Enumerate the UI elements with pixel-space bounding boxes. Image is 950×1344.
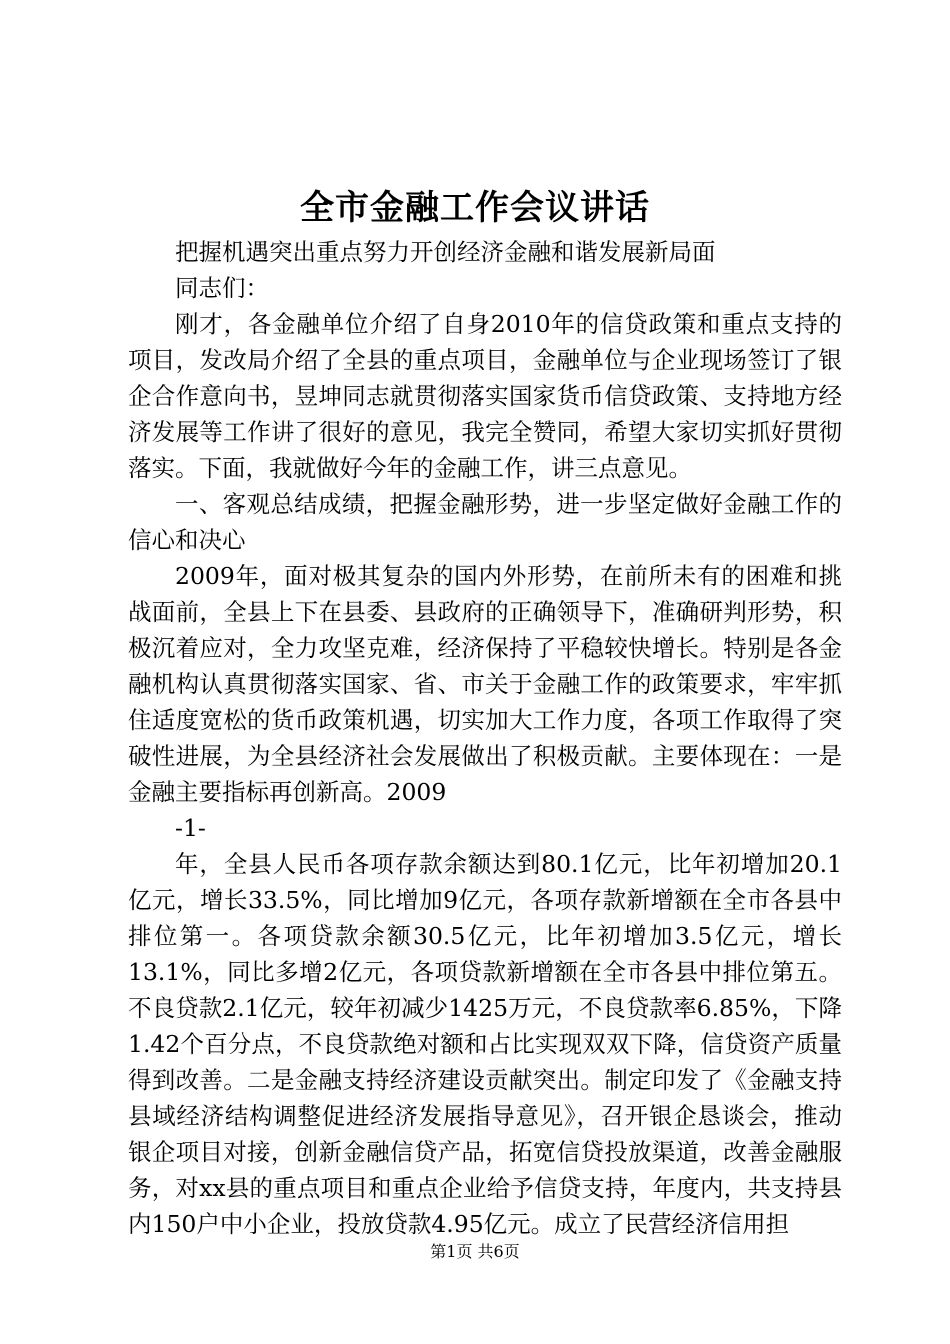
document-title: 全市金融工作会议讲话 xyxy=(300,188,650,228)
continuation-paragraph: 年，全县人民币各项存款余额达到80.1亿元，比年初增加20.1亿元，增长33.5%，同比增加9亿元，各项存款新增额在全市各县中排位第一。各项贷款余额30.5亿元，比年初增加3.5亿元，增长13.1%，同比多增2亿元，各项贷款新增额在全市各县中排位第五。不良贷款2.1亿元，较年初减少1425万元，不良贷款率6.85%，下降1.42个百分点，不良贷款绝对额和占比实现双双下降，信贷资产质量得到改善。二是金融支持经济建设贡献突出。制定印发了《金融支持县域经济结构调整促进经济发展指导意见》，召开银企恳谈会，推动银企项目对接，创新金融信贷产品，拓宽信贷投放渠道，改善金融服务，对xx县的重点项目和重点企业给予信贷支持，年度内，共支持县内150户中小企业，投放贷款4.95亿元。成立了民营经济信用担 xyxy=(128,850,842,1238)
body-paragraph: 刚才，各金融单位介绍了自身2010年的信贷政策和重点支持的项目，发改局介绍了全县的重点项目，金融单位与企业现场签订了银企合作意向书，昱坤同志就贯彻落实国家货币信贷政策、支持地方经济发展等工作讲了很好的意见，我完全赞同，希望大家切实抓好贯彻落实。下面，我就做好今年的金融工作，讲三点意见。 xyxy=(128,310,842,482)
section-heading-paragraph: 一、客观总结成绩，把握金融形势，进一步坚定做好金融工作的信心和决心 xyxy=(128,490,842,554)
document-body xyxy=(128,234,842,1242)
body-paragraph: 2009年，面对极其复杂的国内外形势，在前所未有的困难和挑战面前，全县上下在县委、县政府的正确领导下，准确研判形势，积极沉着应对，全力攻坚克难，经济保持了平稳较快增长。特别是各金融机构认真贯彻落实国家、省、市关于金融工作的政策要求，牢牢抓住适度宽松的货币政策机遇，切实加大工作力度，各项工作取得了突破性进展，为全县经济社会发展做出了积极贡献。主要体现在：一是金融主要指标再创新高。2009 xyxy=(128,562,842,806)
salutation-paragraph: 同志们： xyxy=(175,274,269,302)
page-marker: -1- xyxy=(175,814,206,842)
subtitle-paragraph: 把握机遇突出重点努力开创经济金融和谐发展新局面 xyxy=(175,238,716,266)
page-footer: 第1页 共6页 xyxy=(430,1242,520,1261)
